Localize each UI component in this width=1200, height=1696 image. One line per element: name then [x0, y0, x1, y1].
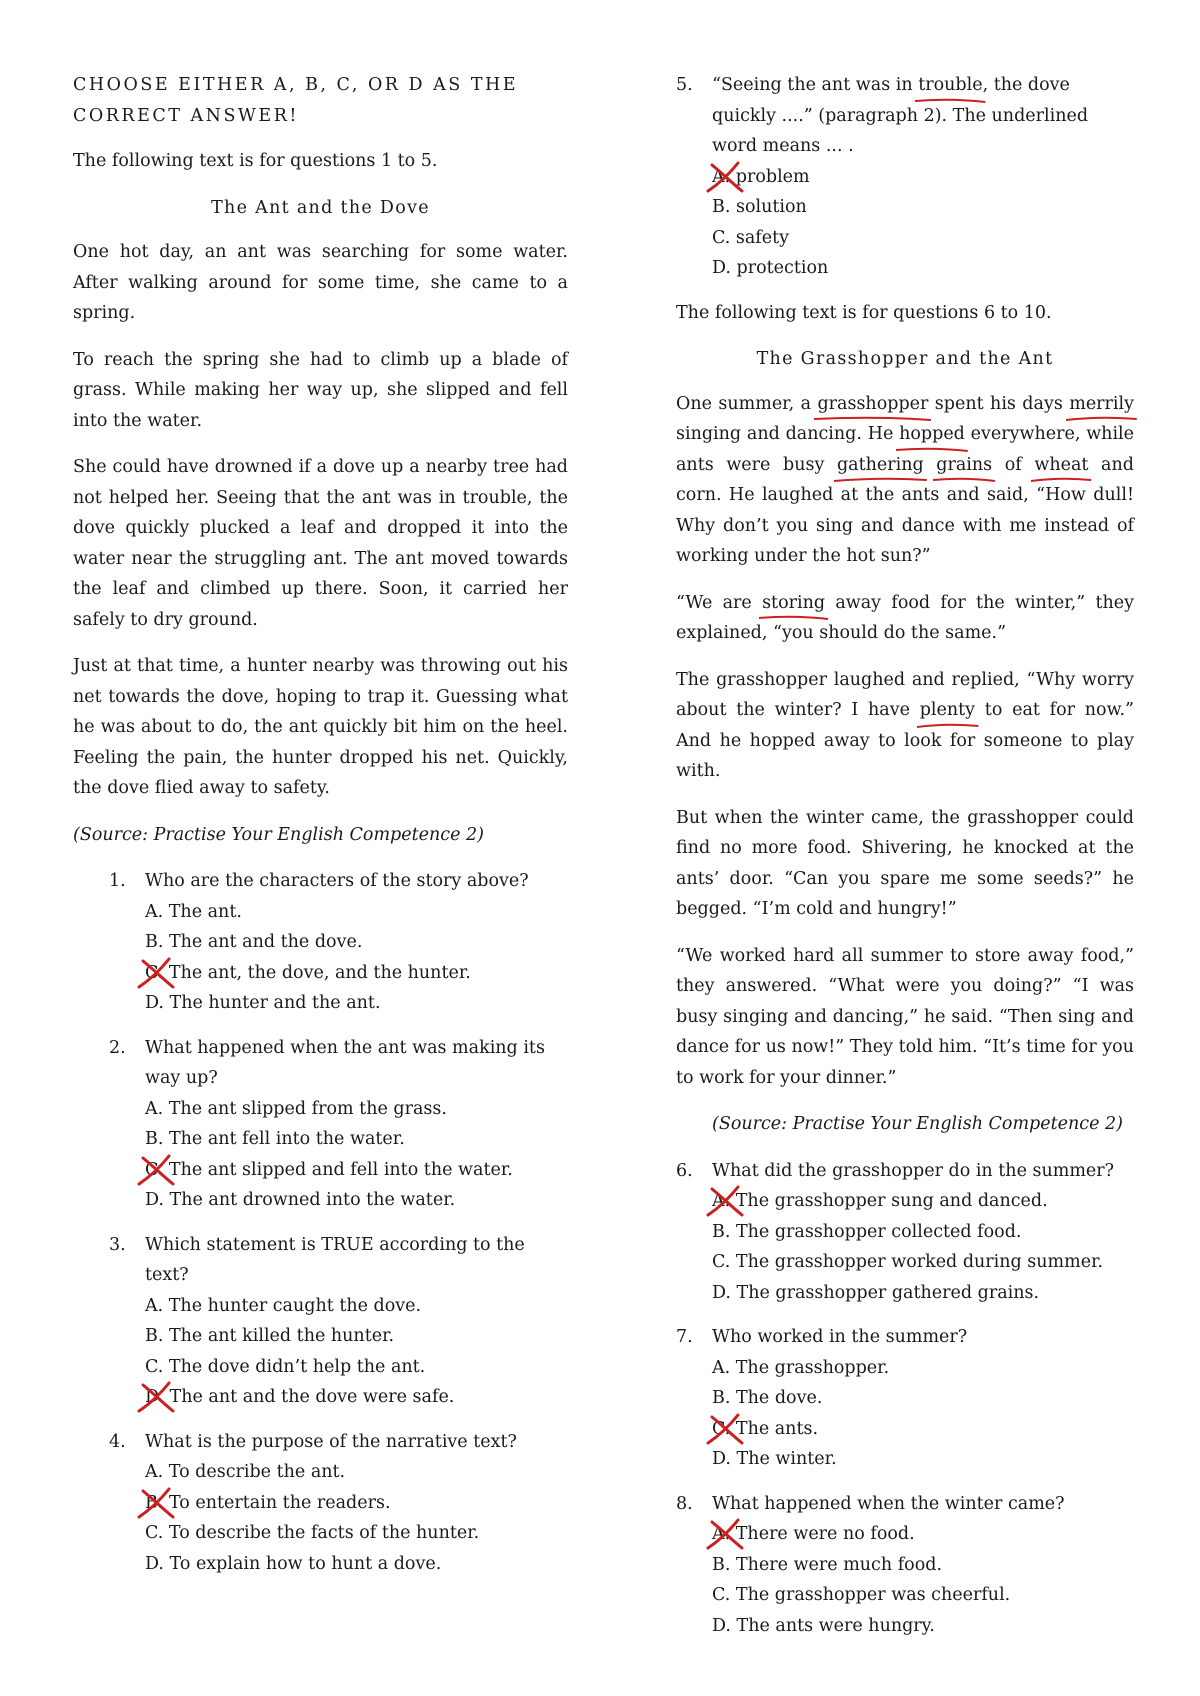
text1-source: (Source: Practise Your English Competence 2): [73, 824, 484, 845]
instruction-line-1: CHOOSE EITHER A, B, C, OR D AS THE: [73, 75, 519, 95]
option-d[interactable]: D. The winter.: [712, 1449, 837, 1469]
right-column: [676, 70, 1134, 1655]
text1-title: The Ant and the Dove: [211, 197, 430, 218]
underline-mark-icon: [1066, 415, 1137, 423]
question-1: [73, 866, 568, 1019]
option-text: C. The ant slipped and fell into the water.: [145, 1159, 513, 1180]
question-4: [73, 1427, 568, 1580]
text1-intro: The following text is for questions 1 to 5.: [73, 151, 438, 171]
underlined-word: merrily: [1069, 389, 1134, 420]
underline-mark-icon: [917, 722, 978, 730]
option-text: C. The ant, the dove, and the hunter.: [145, 962, 471, 983]
option-b[interactable]: B. The grasshopper collected food.: [712, 1221, 1022, 1242]
underline-mark-icon: [834, 476, 927, 484]
underline-mark-icon: [1031, 476, 1091, 484]
option-c-selected[interactable]: [712, 1414, 1134, 1445]
option-b[interactable]: B. The ant fell into the water.: [145, 1129, 405, 1149]
question-number: 4.: [109, 1431, 126, 1452]
text2-paragraph-2: “We are storing away food for the winter,” they explained, “you should do the same.”: [676, 588, 1134, 649]
option-a[interactable]: A. The ant.: [145, 901, 242, 922]
underlined-word: grasshopper: [817, 389, 928, 420]
question-6: [676, 1156, 1134, 1309]
question-8: [676, 1489, 1134, 1642]
option-c[interactable]: C. safety: [712, 227, 790, 248]
underlined-word: storing: [762, 588, 825, 619]
text2-title: The Grasshopper and the Ant: [756, 349, 1054, 369]
option-b[interactable]: B. solution: [712, 197, 807, 217]
text2-intro: The following text is for questions 6 to 10.: [676, 302, 1052, 323]
option-d-selected[interactable]: [145, 1382, 568, 1413]
option-text: B. To entertain the readers.: [145, 1492, 391, 1513]
instruction-heading: [73, 70, 568, 132]
text2-paragraph-3: The grasshopper laughed and replied, “Why worry about the winter? I have plenty to eat for now.” And he hopped away to look for someone to play with.: [676, 669, 1134, 781]
text1-paragraph-1: One hot day, an ant was searching for some water. After walking around for some time, she came to a spring.: [73, 242, 568, 323]
question-text: [712, 70, 1134, 162]
option-b[interactable]: B. The ant killed the hunter.: [145, 1326, 395, 1346]
option-d[interactable]: D. The ants were hungry.: [712, 1615, 935, 1636]
text2-paragraph-1: One summer, a grasshopper spent his days merrily singing and dancing. He hopped everywhere, while ants were busy gathering grains of wheat and corn. He laughed at the ants and said, “How dull! Why don’t you sing and dance with me instead of working under the hot sun?”: [676, 389, 1134, 572]
option-c[interactable]: C. To describe the facts of the hunter.: [145, 1523, 480, 1543]
option-text: A. The grasshopper sung and danced.: [712, 1191, 1048, 1211]
option-a[interactable]: A. To describe the ant.: [145, 1462, 346, 1482]
question-2: [73, 1033, 568, 1216]
option-c-selected[interactable]: [145, 1155, 568, 1186]
underline-mark-icon: [933, 476, 995, 484]
option-text: C. The ants.: [712, 1418, 819, 1439]
underlined-word-text: trouble: [918, 75, 983, 95]
underlined-word: [918, 70, 982, 101]
underlined-word: wheat: [1034, 450, 1088, 481]
question-text-part: “Seeing the ant was in: [712, 75, 919, 95]
option-a-selected[interactable]: [712, 1519, 1134, 1550]
question-7: [676, 1322, 1134, 1475]
option-c[interactable]: C. The grasshopper was cheerful.: [712, 1585, 1011, 1605]
question-text: What happened when the ant was making its way up?: [145, 1037, 545, 1088]
question-text: Who worked in the summer?: [712, 1327, 968, 1347]
underlined-word: grains: [936, 450, 992, 481]
question-text-part: , the dove quickly ....” (paragraph 2). The underlined word means ... .: [712, 75, 1089, 156]
option-d[interactable]: D. protection: [712, 258, 829, 278]
option-text: D. The ant and the dove were safe.: [145, 1387, 455, 1407]
text1-paragraph-2: To reach the spring she had to climb up a blade of grass. While making her way up, she slipped and fell into the water.: [73, 349, 568, 431]
option-d[interactable]: D. To explain how to hunt a dove.: [145, 1553, 442, 1574]
text2-source: (Source: Practise Your English Competence 2): [712, 1114, 1123, 1134]
instruction-line-2: CORRECT ANSWER!: [73, 106, 299, 126]
question-text: Who are the characters of the story above?: [145, 871, 529, 891]
option-d[interactable]: D. The grasshopper gathered grains.: [712, 1282, 1040, 1303]
option-b[interactable]: B. The ant and the dove.: [145, 932, 363, 952]
question-text: Which statement is TRUE according to the text?: [145, 1234, 525, 1285]
question-number: 7.: [676, 1327, 693, 1347]
option-d[interactable]: D. The hunter and the ant.: [145, 993, 381, 1013]
option-text: A. There were no food.: [712, 1524, 915, 1544]
question-text: What happened when the winter came?: [712, 1493, 1065, 1514]
question-number: 8.: [676, 1493, 693, 1514]
option-c[interactable]: C. The dove didn’t help the ant.: [145, 1356, 426, 1377]
option-a-selected[interactable]: [712, 1186, 1134, 1217]
option-text: A. problem: [712, 166, 810, 187]
question-3: [73, 1230, 568, 1413]
underline-mark-icon: [759, 614, 828, 622]
underlined-word: hopped: [899, 419, 965, 450]
underline-mark-icon: [915, 97, 985, 105]
option-c-selected[interactable]: [145, 958, 568, 989]
text2-paragraph-4: But when the winter came, the grasshopper could find no more food. Shivering, he knocked at the ants’ door. “Can you spare me some seeds?” he begged. “I’m cold and hungry!”: [676, 807, 1134, 919]
option-b[interactable]: B. There were much food.: [712, 1554, 943, 1575]
left-column: [73, 70, 568, 1593]
option-a-selected[interactable]: [712, 162, 1134, 193]
option-a[interactable]: A. The grasshopper.: [712, 1357, 890, 1378]
question-text: What is the purpose of the narrative text?: [145, 1431, 517, 1452]
option-a[interactable]: A. The ant slipped from the grass.: [145, 1098, 447, 1119]
question-text: What did the grasshopper do in the summer?: [712, 1160, 1115, 1181]
underlined-word: plenty: [920, 695, 975, 726]
question-number: 6.: [676, 1160, 693, 1181]
option-a[interactable]: A. The hunter caught the dove.: [145, 1295, 422, 1316]
text1-paragraph-3: She could have drowned if a dove up a nearby tree had not helped her. Seeing that the ant was in trouble, the dove quickly plucked a leaf and dropped it into the water near the struggling ant. The ant moved towards the leaf and climbed up there. Soon, it carried her safely to dry ground.: [73, 457, 568, 630]
question-number: 5.: [676, 75, 693, 95]
option-b-selected[interactable]: [145, 1488, 568, 1519]
option-b[interactable]: B. The dove.: [712, 1388, 823, 1408]
text2-paragraph-5: “We worked hard all summer to store away food,” they answered. “What were you doing?” “I was busy singing and dancing,” he said. “Then sing and dance for us now!” They told him. “It’s time for you to work for your dinner.”: [676, 945, 1134, 1088]
question-number: 3.: [109, 1234, 126, 1255]
option-c[interactable]: C. The grasshopper worked during summer.: [712, 1252, 1104, 1272]
option-d[interactable]: D. The ant drowned into the water.: [145, 1190, 456, 1210]
text1-paragraph-4: Just at that time, a hunter nearby was throwing out his net towards the dove, hoping to trap it. Guessing what he was about to do, the ant quickly bit him on the heel. Feeling the pain, the hunter dropped his net. Quickly, the dove flied away to safety.: [73, 656, 568, 798]
question-number: 2.: [109, 1037, 126, 1058]
question-number: 1.: [109, 871, 126, 891]
question-5: [676, 70, 1134, 284]
underlined-word: gathering: [837, 450, 924, 481]
